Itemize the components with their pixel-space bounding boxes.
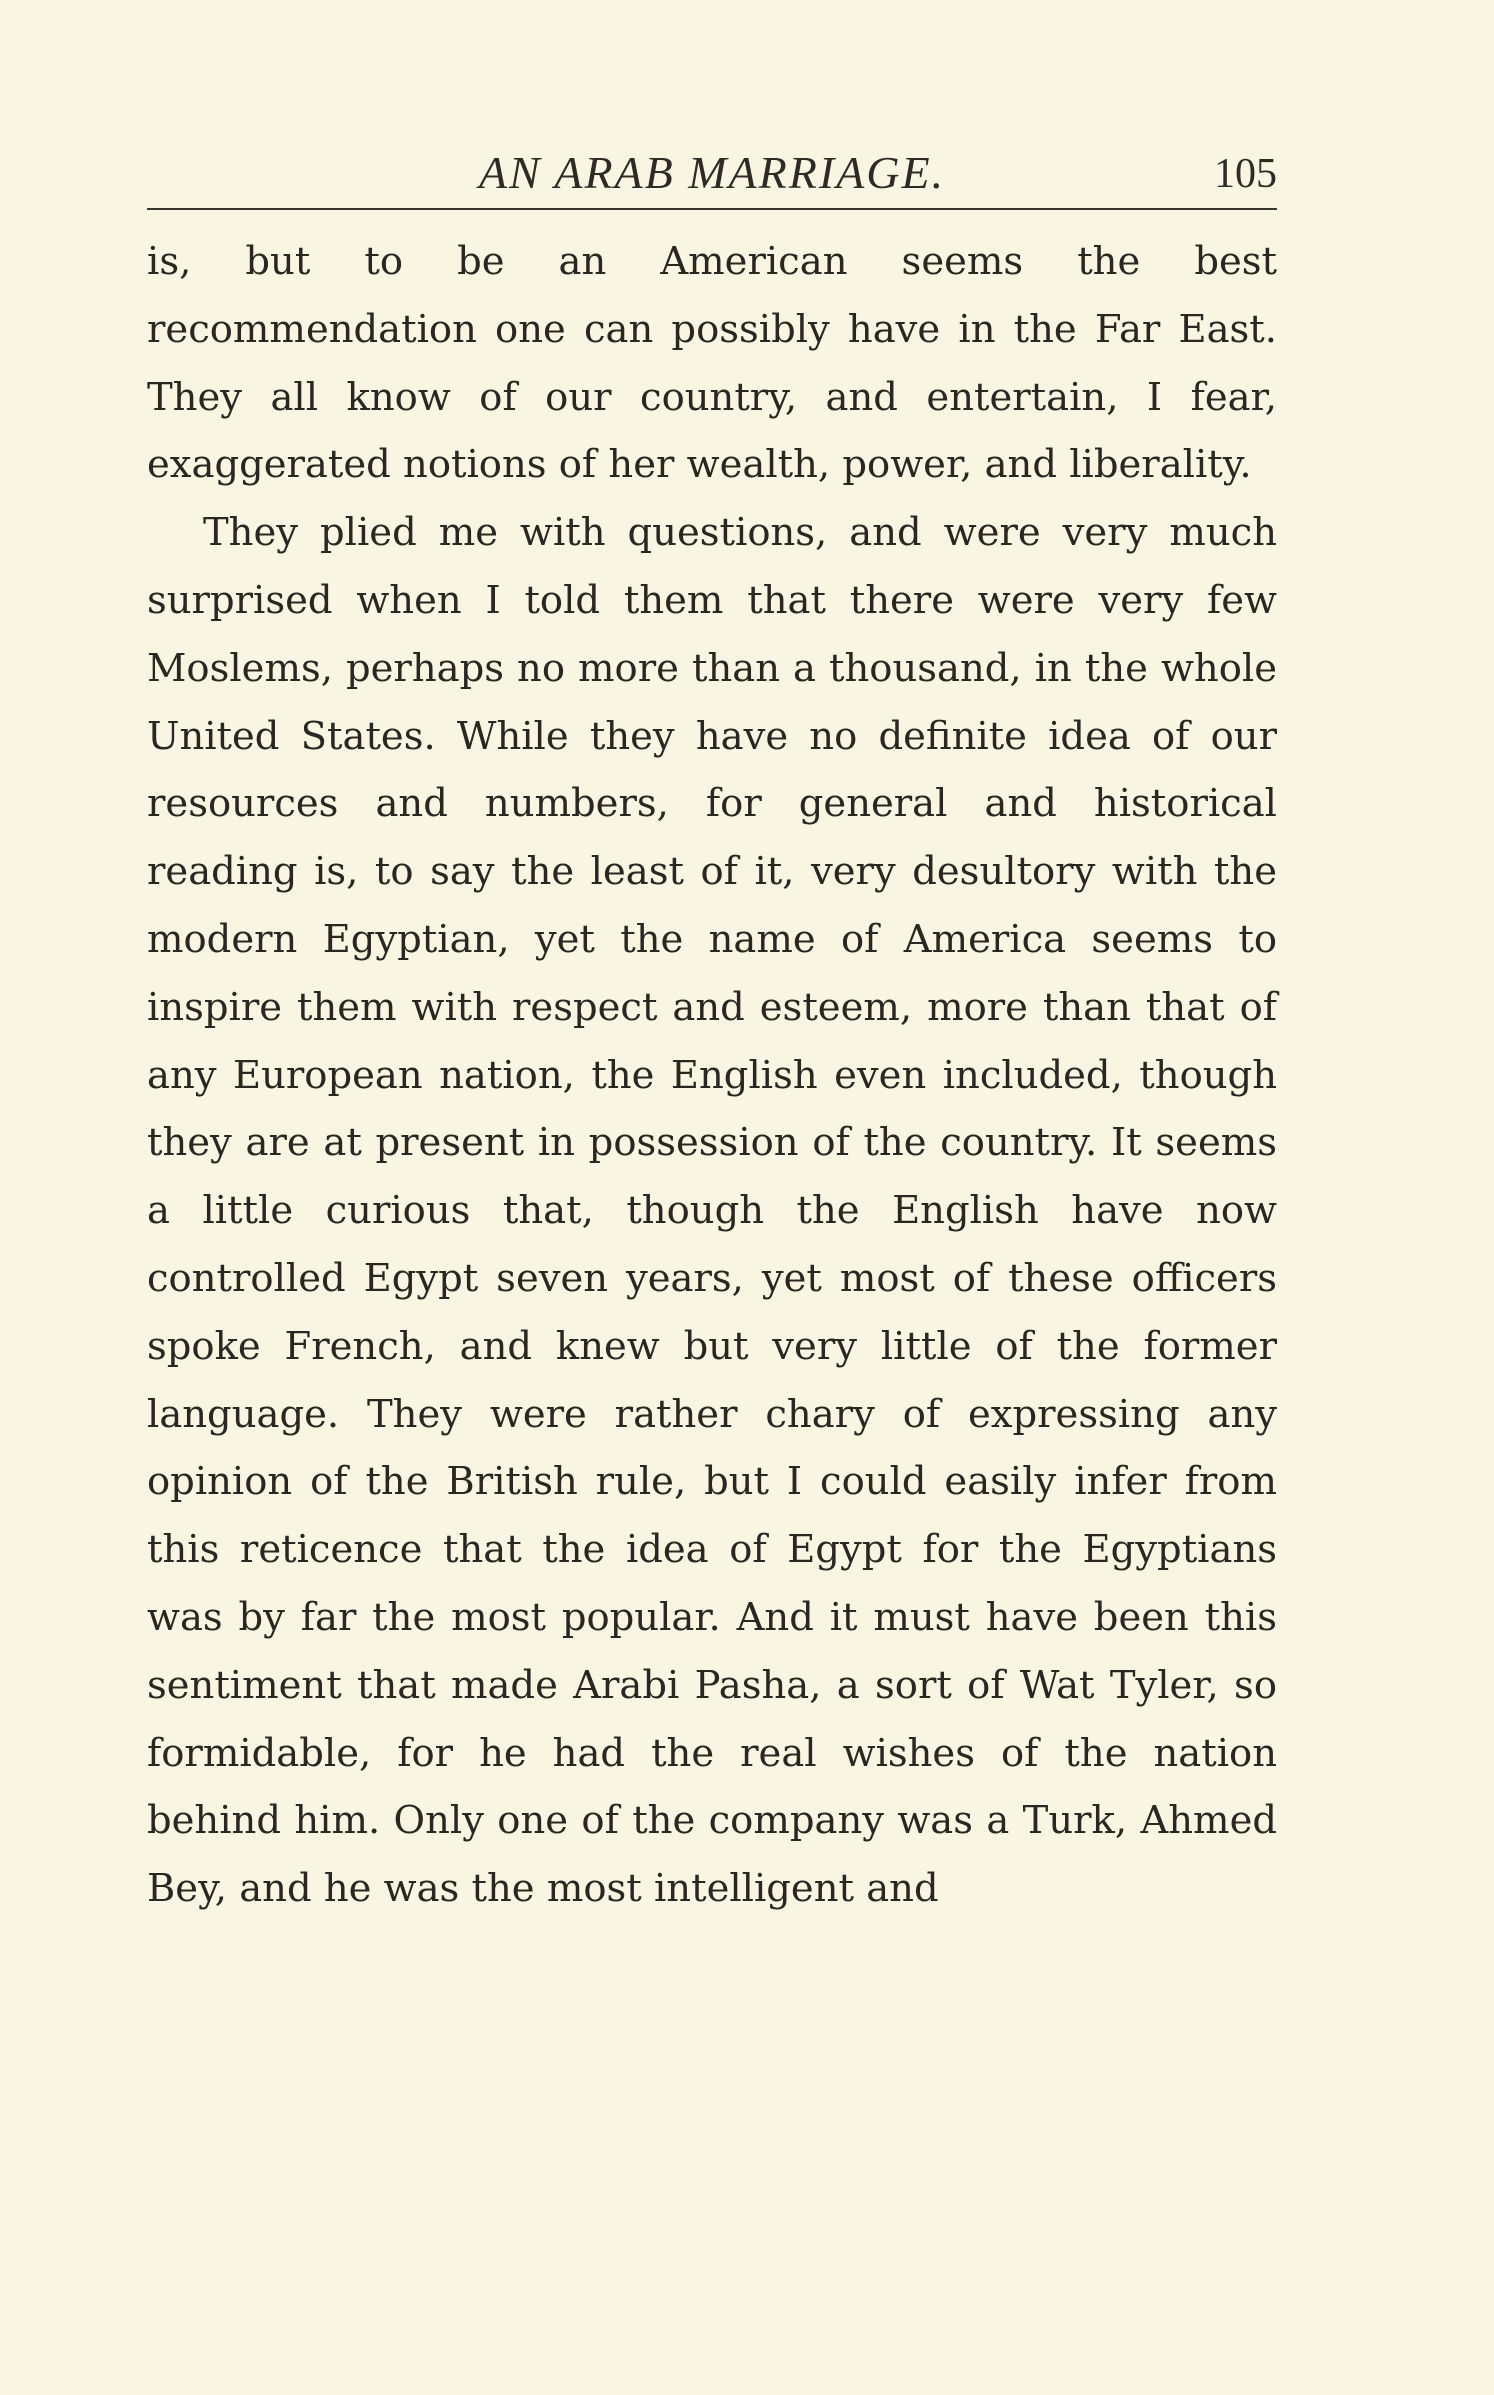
running-title: AN ARAB MARRIAGE. [478, 147, 946, 198]
header-rule [147, 208, 1277, 210]
paragraph-continued: is, but to be an American seems the best recommendation one can possibly have in the Far East. They all know of our country, and entertain, I fear, exaggerated notions of her wealth, power, and liberality. [147, 239, 1277, 488]
running-head [147, 140, 1277, 202]
body-text [147, 228, 1277, 1923]
paragraph: They plied me with questions, and were very much surprised when I told them that there were very few Moslems, perhaps no more than a thousand, in the whole United States. While they have no definite idea of our resources and numbers, for general and historical reading is, to say the least of it, very desultory with the modern Egyptian, yet the name of America seems to inspire them with respect and esteem, more than that of any European nation, the English even included, though they are at present in possession of the country. It seems a little curious that, though the English have now controlled Egypt seven years, yet most of these officers spoke French, and knew but very little of the former language. They were rather chary of expressing any opinion of the British rule, but I could easily infer from this reticence that the idea of Egypt for the Egyptians was by far the most popular. And it must have been this sentiment that made Arabi Pasha, a sort of Wat Tyler, so formidable, for he had the real wishes of the nation behind him. Only one of the company was a Turk, Ahmed Bey, and he was the most intelligent and [147, 510, 1277, 1912]
book-page [147, 140, 1277, 1923]
page-number: 105 [1214, 151, 1277, 197]
